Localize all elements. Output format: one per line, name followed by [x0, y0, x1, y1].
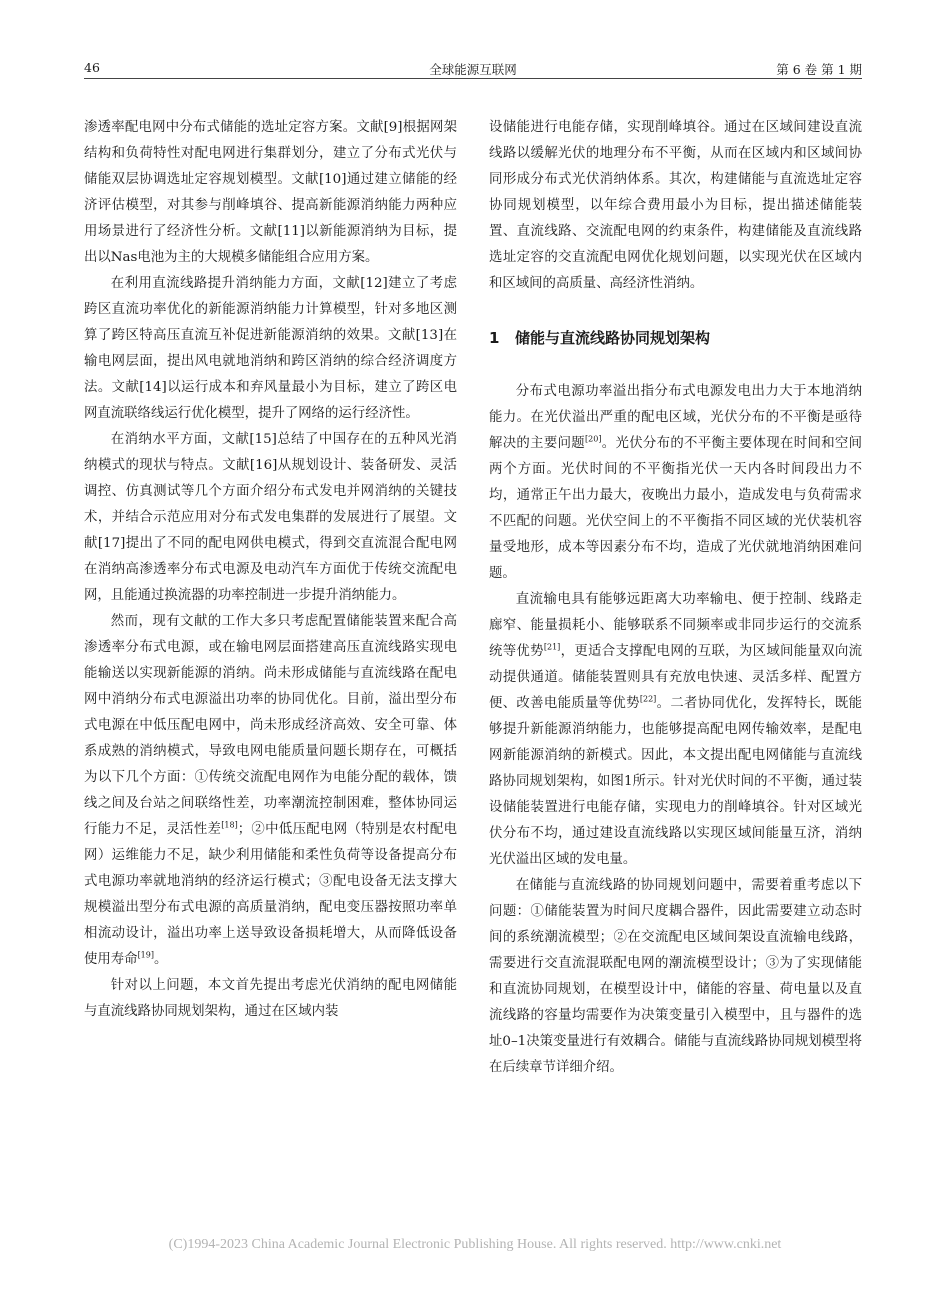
section-heading	[489, 323, 862, 353]
section-number: 1	[489, 329, 500, 347]
citation-link[interactable]: [22]	[639, 694, 657, 704]
paragraph	[84, 609, 457, 973]
citation-link[interactable]: [18]	[221, 820, 238, 830]
paragraph	[489, 587, 862, 873]
paragraph-text: ；②中低压配电网（特别是农村配电网）运维能力不足，缺少利用储能和柔性负荷等设备提高分布式电源功率就地消纳的经济运行模式；③配电设备无法支撑大规模溢出型分布式电源的高质量消纳，配电变压器按照功率单相流动设计，溢出功率上送导致设备损耗增大，从而降低设备使用寿命	[84, 822, 458, 967]
volume-issue: 第 6 卷 第 1 期	[776, 62, 862, 77]
right-column	[489, 115, 862, 1081]
citation-link[interactable]: [20]	[585, 434, 602, 444]
journal-title: 全球能源互联网	[429, 62, 517, 77]
paragraph	[489, 379, 862, 587]
paragraph: 针对以上问题，本文首先提出考虑光伏消纳的配电网储能与直流线路协同规划架构，通过在区域内装	[84, 978, 457, 1019]
paragraph: 设储能进行电能存储，实现削峰填谷。通过在区域间建设直流线路以缓解光伏的地理分布不平衡，从而在区域内和区域间协同形成分布式光伏消纳体系。其次，构建储能与直流选址定容协同规划模型，以年综合费用最小为目标，提出描述储能装置、直流线路、交流配电网的约束条件，构建储能及直流线路选址定容的交直流配电网优化规划问题，以实现光伏在区域内和区域间的高质量、高经济性消纳。	[489, 120, 862, 291]
paragraph-text: 直流输电具有能够远距离大功率输电、便于控制、线路走廊窄、能量损耗小、能够联系不同频率或非同步运行的交流系统等优势	[489, 592, 862, 659]
paragraph-text: 。光伏分布的不平衡主要体现在时间和空间两个方面。光伏时间的不平衡指光伏一天内各时间段出力不均，通常正午出力最大，夜晚出力最小，造成发电与负荷需求不匹配的问题。光伏空间上的不平衡指不同区域的光伏装机容量受地形，成本等因素分布不均，造成了光伏就地消纳困难问题。	[489, 436, 863, 581]
section-title: 储能与直流线路协同规划架构	[515, 329, 711, 347]
left-column	[84, 115, 457, 1025]
paragraph: 在消纳水平方面，文献[15]总结了中国存在的五种风光消纳模式的现状与特点。文献[16]从规划设计、装备研发、灵活调控、仿真测试等几个方面介绍分布式发电并网消纳的关键技术，并结合示范应用对分布式发电集群的发展进行了展望。文献[17]提出了不同的配电网供电模式，得到交直流混合配电网在消纳高渗透率分布式电源及电动汽车方面优于传统交流配电网，且能通过换流器的功率控制进一步提升消纳能力。	[84, 432, 457, 603]
page-header	[84, 58, 862, 79]
citation-link[interactable]: [21]	[543, 642, 561, 652]
paragraph-text: 分布式电源功率溢出指分布式电源发电出力大于本地消纳能力。在光伏溢出严重的配电区域，光伏分布的不平衡是亟待解决的主要问题	[489, 384, 862, 451]
citation-link[interactable]: [19]	[137, 950, 154, 960]
paragraph-text: 。二者协同优化，发挥特长，既能够提升新能源消纳能力，也能够提高配电网传输效率，是配电网新能源消纳的新模式。因此，本文提出配电网储能与直流线路协同规划架构，如图1所示。针对光伏时间的不平衡，通过装设储能装置进行电能存储，实现电力的削峰填谷。针对区域光伏分布不均，通过建设直流线路以实现区域间能量互济，消纳光伏溢出区域的发电量。	[489, 696, 862, 867]
paragraph-text: 然而，现有文献的工作大多只考虑配置储能装置来配合高渗透率分布式电源，或在输电网层面搭建高压直流线路实现电能输送以实现新能源的消纳。尚未形成储能与直流线路在配电网中消纳分布式电源溢出功率的协同优化。目前，溢出型分布式电源在中低压配电网中，尚未形成经济高效、安全可靠、体系成熟的消纳模式，导致电网电能质量问题长期存在，可概括为以下几个方面：①传统交流配电网作为电能分配的载体，馈线之间及台站之间联络性差，功率潮流控制困难，整体协同运行能力不足，灵活性差	[84, 614, 457, 837]
paragraph-text: 。	[153, 952, 168, 967]
paragraph: 在利用直流线路提升消纳能力方面，文献[12]建立了考虑跨区直流功率优化的新能源消纳能力计算模型，针对多地区测算了跨区特高压直流互补促进新能源消纳的效果。文献[13]在输电网层面，提出风电就地消纳和跨区消纳的综合经济调度方法。文献[14]以运行成本和弃风量最小为目标，建立了跨区电网直流联络线运行优化模型，提升了网络的运行经济性。	[84, 276, 457, 421]
paragraph: 在储能与直流线路的协同规划问题中，需要着重考虑以下问题：①储能装置为时间尺度耦合器件，因此需要建立动态时间的系统潮流模型；②在交流配电区域间架设直流输电线路，需要进行交直流混联配电网的潮流模型设计；③为了实现储能和直流协同规划，在模型设计中，储能的容量、荷电量以及直流线路的容量均需要作为决策变量引入模型中，且与器件的选址0–1决策变量进行有效耦合。储能与直流线路协同规划模型将在后续章节详细介绍。	[489, 878, 862, 1075]
copyright-footer: (C)1994-2023 China Academic Journal Electronic Publishing House. All rights reserved. http://www.cnki.net	[168, 1237, 782, 1252]
page-number: 46	[84, 60, 100, 75]
paragraph-text: ，更适合支撑配电网的互联，为区域间能量双向流动提供通道。储能装置则具有充放电快速、灵活多样、配置方便、改善电能质量等优势	[489, 644, 862, 711]
paragraph: 渗透率配电网中分布式储能的选址定容方案。文献[9]根据网架结构和负荷特性对配电网进行集群划分，建立了分布式光伏与储能双层协调选址定容规划模型。文献[10]通过建立储能的经济评估模型，对其参与削峰填谷、提高新能源消纳能力两种应用场景进行了经济性分析。文献[11]以新能源消纳为目标，提出以Nas电池为主的大规模多储能组合应用方案。	[84, 120, 457, 265]
